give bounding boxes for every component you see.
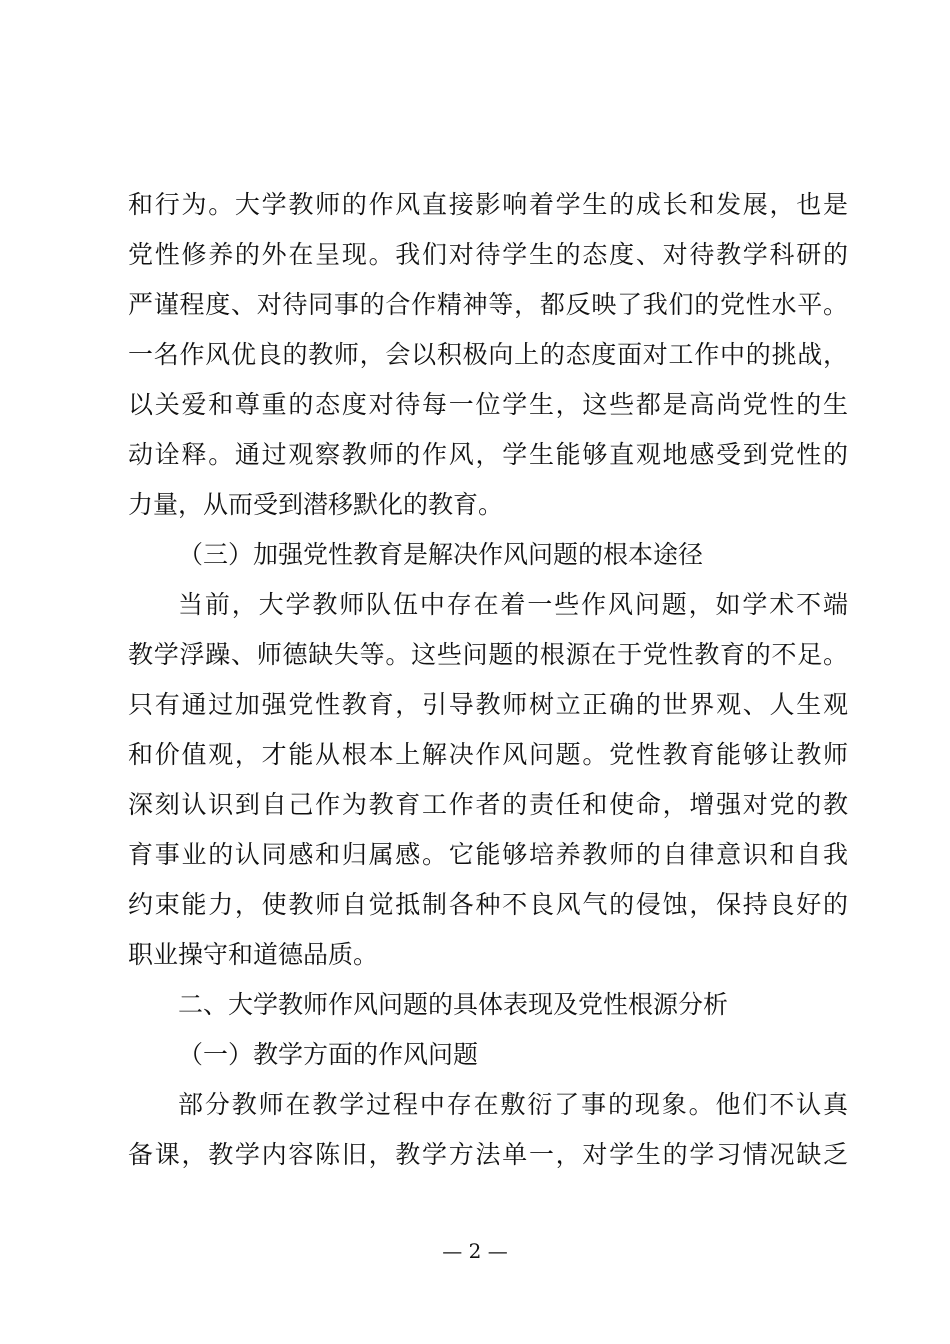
text-line: 备课，教学内容陈旧，教学方法单一，对学生的学习情况缺乏 xyxy=(128,1140,848,1169)
text-line: 深刻认识到自己作为教育工作者的责任和使命，增强对党的教 xyxy=(128,790,848,819)
text-line: 力量，从而受到潜移默化的教育。 xyxy=(128,490,504,519)
text-line: 动诠释。通过观察教师的作风，学生能够直观地感受到党性的 xyxy=(128,440,848,469)
text-line: 和行为。大学教师的作风直接影响着学生的成长和发展，也是 xyxy=(128,190,848,219)
text-line: 职业操守和道德品质。 xyxy=(128,940,379,969)
text-line: 教学浮躁、师德缺失等。这些问题的根源在于党性教育的不足。 xyxy=(128,640,848,669)
text-line: 育事业的认同感和归属感。它能够培养教师的自律意识和自我 xyxy=(128,840,848,869)
text-line: 只有通过加强党性教育，引导教师树立正确的世界观、人生观 xyxy=(128,690,848,719)
text-line: 严谨程度、对待同事的合作精神等，都反映了我们的党性水平。 xyxy=(128,290,848,319)
section-heading: （一）教学方面的作风问题 xyxy=(178,1040,479,1069)
text-line: 党性修养的外在呈现。我们对待学生的态度、对待教学科研的 xyxy=(128,240,848,269)
text-line: 一名作风优良的教师，会以积极向上的态度面对工作中的挑战， xyxy=(128,340,848,369)
text-line: 当前，大学教师队伍中存在着一些作风问题，如学术不端 xyxy=(178,590,848,619)
text-line: 约束能力，使教师自觉抵制各种不良风气的侵蚀，保持良好的 xyxy=(128,890,848,919)
text-line: 和价值观，才能从根本上解决作风问题。党性教育能够让教师 xyxy=(128,740,848,769)
text-line: 以关爱和尊重的态度对待每一位学生，这些都是高尚党性的生 xyxy=(128,390,848,419)
chapter-heading: 二、大学教师作风问题的具体表现及党性根源分析 xyxy=(178,990,729,1019)
page-number: — 2 — xyxy=(442,1239,508,1263)
body-text xyxy=(128,180,848,1180)
text-line: 部分教师在教学过程中存在敷衍了事的现象。他们不认真 xyxy=(178,1090,848,1119)
section-heading: （三）加强党性教育是解决作风问题的根本途径 xyxy=(178,540,704,569)
